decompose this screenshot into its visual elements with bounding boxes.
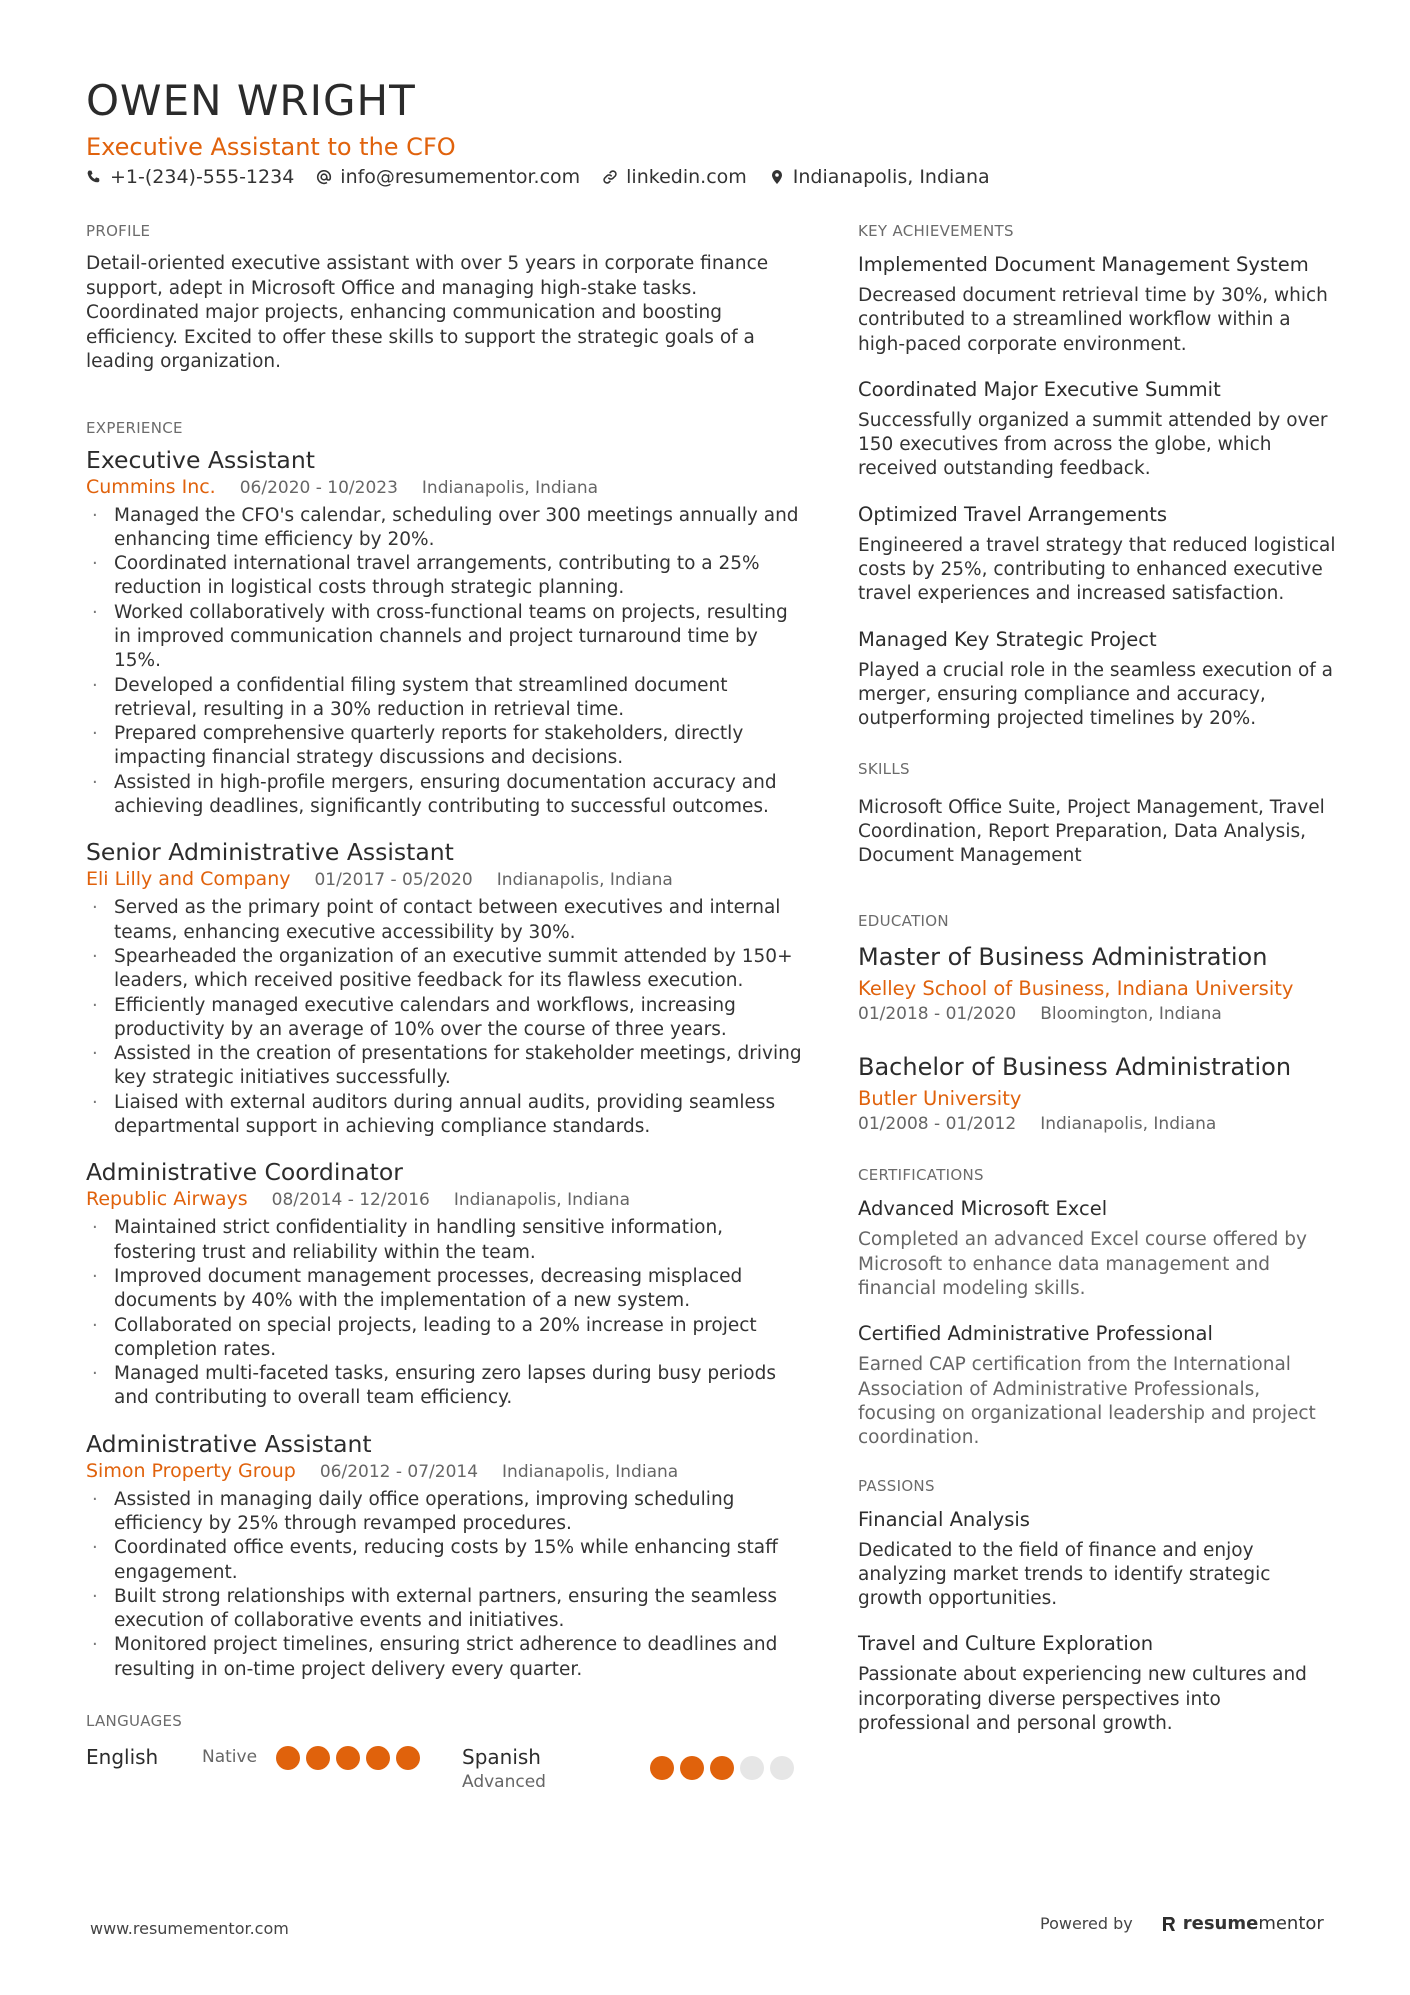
job-bullets	[86, 1216, 802, 1410]
achievement-desc: Engineered a travel strategy that reduced logistical costs by 25%, contributing to enhanced executive travel experiences and increased satisfaction.	[858, 534, 1336, 605]
linkedin-link[interactable]: linkedin.com	[626, 166, 747, 188]
job-role: Administrative Assistant	[86, 1429, 372, 1458]
brand-name-rest: mentor	[1258, 1913, 1324, 1934]
education-degree: Bachelor of Business Administration	[858, 1053, 1292, 1082]
job-bullet: · Served as the primary point of contact between executives and internal teams, enhancing executive accessibility by 30%.	[86, 896, 802, 945]
location-text: Indianapolis, Indiana	[792, 166, 990, 188]
language-rating-dots	[650, 1756, 800, 1780]
job-meta	[86, 867, 802, 892]
job-bullet: · Managed the CFO's calendar, scheduling over 300 meetings annually and enhancing time efficiency by 20%.	[86, 504, 802, 553]
right-column	[858, 222, 1338, 1780]
education-school: Kelley School of Business, Indiana University	[858, 977, 1294, 1001]
candidate-title: Executive Assistant to the CFO	[86, 133, 456, 161]
job-bullet: · Spearheaded the organization of an executive summit attended by 150+ leaders, which received positive feedback for its flawless execution.	[86, 945, 802, 994]
brand-name-bold: resume	[1182, 1913, 1259, 1934]
job-bullets	[86, 1488, 802, 1682]
contact-email	[316, 166, 580, 188]
languages-section	[86, 1712, 802, 1794]
certification-title: Advanced Microsoft Excel	[858, 1197, 1108, 1221]
language-rating-dots	[276, 1746, 426, 1770]
profile-text: Detail-oriented executive assistant with over 5 years in corporate finance support, adept in Microsoft Office and managing high-stake tasks. Coordinated major projects, enhancing communication and boosting efficiency. Excited to offer these skills to support the strategic goals of a leading organization.	[86, 253, 769, 372]
education-meta	[858, 1112, 1338, 1136]
resumementor-logo-icon	[1161, 1915, 1177, 1933]
rating-dot-filled	[396, 1746, 420, 1770]
education-dates: 01/2018 - 01/2020	[858, 1004, 1017, 1025]
job-bullet: · Monitored project timelines, ensuring strict adherence to deadlines and resulting in on-time project delivery every quarter.	[86, 1633, 802, 1682]
skills-heading: SKILLS	[858, 759, 910, 778]
job-bullet: · Maintained strict confidentiality in handling sensitive information, fostering trust and reliability within the team.	[86, 1216, 802, 1265]
job-location: Indianapolis, Indiana	[421, 477, 599, 498]
certification-desc: Earned CAP certification from the International Association of Administrative Professionals, focusing on organizational leadership and project coordination.	[858, 1354, 1316, 1449]
certifications-section	[858, 1166, 1338, 1450]
contact-linkedin	[602, 166, 747, 188]
passion-desc: Dedicated to the field of finance and enjoy analyzing market trends to identify strategic growth opportunities.	[858, 1539, 1271, 1610]
language-list	[86, 1744, 802, 1794]
job-meta	[86, 475, 802, 500]
education-meta	[858, 1002, 1338, 1026]
passion-item	[858, 1631, 1338, 1736]
rating-dot-filled	[650, 1756, 674, 1780]
job-bullet: · Coordinated international travel arrangements, contributing to a 25% reduction in logistical costs through strategic planning.	[86, 552, 802, 601]
job-bullet: · Assisted in the creation of presentations for stakeholder meetings, driving key strategic initiatives successfully.	[86, 1042, 802, 1091]
profile-section	[86, 222, 802, 375]
language-spanish	[462, 1744, 800, 1794]
rating-dot-filled	[366, 1746, 390, 1770]
job-bullet: · Assisted in high-profile mergers, ensuring documentation accuracy and achieving deadlines, significantly contributing to successful outcomes.	[86, 771, 802, 820]
achievement-desc: Played a crucial role in the seamless execution of a merger, ensuring compliance and accuracy, outperforming projected timelines by 20%.	[858, 659, 1334, 730]
passions-section	[858, 1477, 1338, 1737]
job-dates: 01/2017 - 05/2020	[314, 870, 473, 891]
education-dates: 01/2008 - 01/2012	[858, 1114, 1017, 1135]
achievement-title: Coordinated Major Executive Summit	[858, 377, 1221, 401]
location-pin-icon	[769, 169, 785, 185]
job-entry	[86, 445, 802, 820]
job-bullet: · Prepared comprehensive quarterly reports for stakeholders, directly impacting financial strategy discussions and decisions.	[86, 722, 802, 771]
language-level: Advanced	[462, 1772, 546, 1793]
job-role: Administrative Coordinator	[86, 1158, 403, 1187]
education-item	[858, 1052, 1338, 1136]
contact-bar	[86, 166, 1012, 188]
job-bullet: · Improved document management processes, decreasing misplaced documents by 40% with the implementation of a new system.	[86, 1265, 802, 1314]
job-bullet: · Managed multi-faceted tasks, ensuring zero lapses during busy periods and contributing to overall team efficiency.	[86, 1362, 802, 1411]
certification-item	[858, 1321, 1338, 1450]
rating-dot-filled	[680, 1756, 704, 1780]
job-role: Senior Administrative Assistant	[86, 838, 454, 867]
job-location: Indianapolis, Indiana	[453, 1190, 631, 1211]
passion-title: Financial Analysis	[858, 1507, 1030, 1531]
rating-dot-filled	[306, 1746, 330, 1770]
job-bullets	[86, 504, 802, 820]
education-degree: Master of Business Administration	[858, 943, 1268, 972]
job-bullets	[86, 896, 802, 1139]
left-column	[86, 222, 802, 1838]
education-location: Bloomington, Indiana	[1040, 1004, 1222, 1025]
achievement-item	[858, 252, 1338, 357]
education-heading: EDUCATION	[858, 912, 949, 931]
job-bullet: · Collaborated on special projects, leading to a 20% increase in project completion rates.	[86, 1314, 802, 1363]
rating-dot-empty	[740, 1756, 764, 1780]
experience-section	[86, 419, 802, 1683]
education-section	[858, 912, 1338, 1136]
powered-by-label: Powered by	[1040, 1914, 1133, 1933]
rating-dot-filled	[276, 1746, 300, 1770]
languages-heading: LANGUAGES	[86, 1712, 183, 1731]
job-dates: 06/2012 - 07/2014	[319, 1461, 479, 1482]
job-location: Indianapolis, Indiana	[502, 1461, 679, 1482]
achievement-item	[858, 377, 1338, 482]
job-meta	[86, 1459, 802, 1484]
at-icon	[316, 169, 332, 185]
phone-icon	[86, 169, 102, 185]
education-item	[858, 942, 1338, 1026]
job-company: Eli Lilly and Company	[86, 868, 291, 891]
job-company: Republic Airways	[86, 1188, 248, 1211]
achievements-section	[858, 222, 1338, 732]
job-bullet: · Liaised with external auditors during annual audits, providing seamless departmental support in achieving compliance standards.	[86, 1091, 802, 1140]
job-location: Indianapolis, Indiana	[496, 870, 673, 891]
achievement-desc: Decreased document retrieval time by 30%, which contributed to a streamlined workflow within a high-paced corporate environment.	[858, 285, 1328, 355]
passion-item	[858, 1507, 1338, 1612]
job-entry	[86, 1429, 802, 1682]
passions-heading: PASSIONS	[858, 1476, 935, 1495]
job-entry	[86, 1157, 802, 1410]
achievements-heading: KEY ACHIEVEMENTS	[858, 222, 1014, 240]
achievement-desc: Successfully organized a summit attended by over 150 executives from across the globe, which received outstanding feedback.	[858, 409, 1328, 480]
contact-location	[769, 166, 990, 188]
experience-heading: EXPERIENCE	[86, 418, 183, 437]
email-link[interactable]: info@resumementor.com	[340, 166, 581, 188]
job-company: Simon Property Group	[86, 1459, 296, 1482]
job-company: Cummins Inc.	[86, 475, 216, 498]
rating-dot-empty	[770, 1756, 794, 1780]
candidate-name: OWEN WRIGHT	[86, 76, 416, 125]
certification-title: Certified Administrative Professional	[858, 1322, 1213, 1346]
footer-branding	[1040, 1913, 1324, 1934]
job-meta	[86, 1187, 802, 1212]
job-role: Executive Assistant	[86, 445, 315, 474]
language-level: Native	[202, 1747, 258, 1768]
language-name: English	[86, 1745, 159, 1770]
contact-phone	[86, 166, 294, 188]
certification-desc: Completed an advanced Excel course offered by Microsoft to enhance data management and financial modeling skills.	[858, 1229, 1307, 1300]
language-english	[86, 1744, 462, 1770]
job-bullet: · Developed a confidential filing system that streamlined document retrieval, resulting in a 30% reduction in retrieval time.	[86, 674, 802, 723]
link-icon	[602, 169, 618, 185]
language-name: Spanish	[462, 1745, 541, 1770]
job-dates: 06/2020 - 10/2023	[239, 477, 398, 498]
achievement-item	[858, 502, 1338, 607]
achievement-item	[858, 627, 1338, 732]
rating-dot-filled	[710, 1756, 734, 1780]
skills-text: Microsoft Office Suite, Project Management, Travel Coordination, Report Preparation, Data Analysis, Document Management	[858, 796, 1325, 867]
achievement-title: Implemented Document Management System	[858, 253, 1309, 276]
job-bullet: · Built strong relationships with external partners, ensuring the seamless execution of collaborative events and initiatives.	[86, 1585, 802, 1634]
rating-dot-filled	[336, 1746, 360, 1770]
education-location: Indianapolis, Indiana	[1040, 1114, 1217, 1135]
job-entry	[86, 837, 802, 1139]
passion-title: Travel and Culture Exploration	[858, 1632, 1154, 1656]
achievement-title: Managed Key Strategic Project	[858, 627, 1157, 651]
brand-link[interactable]	[1161, 1913, 1324, 1934]
job-dates: 08/2014 - 12/2016	[271, 1190, 430, 1211]
achievement-title: Optimized Travel Arrangements	[858, 502, 1168, 526]
education-school: Butler University	[858, 1087, 1022, 1111]
job-bullet: · Efficiently managed executive calendars and workflows, increasing productivity by an average of 10% over the course of three years.	[86, 994, 802, 1043]
footer-website[interactable]: www.resumementor.com	[90, 1919, 289, 1938]
certifications-heading: CERTIFICATIONS	[858, 1166, 984, 1185]
job-bullet: · Coordinated office events, reducing costs by 15% while enhancing staff engagement.	[86, 1536, 802, 1585]
certification-item	[858, 1196, 1338, 1301]
profile-heading: PROFILE	[86, 222, 151, 240]
passion-desc: Passionate about experiencing new cultures and incorporating diverse perspectives into professional and personal growth.	[858, 1664, 1307, 1735]
job-bullet: · Worked collaboratively with cross-functional teams on projects, resulting in improved communication channels and project turnaround time by 15%.	[86, 601, 802, 674]
job-bullet: · Assisted in managing daily office operations, improving scheduling efficiency by 25% through revamped procedures.	[86, 1488, 802, 1537]
skills-section	[858, 760, 1338, 869]
phone-text: +1-(234)-555-1234	[110, 166, 295, 188]
